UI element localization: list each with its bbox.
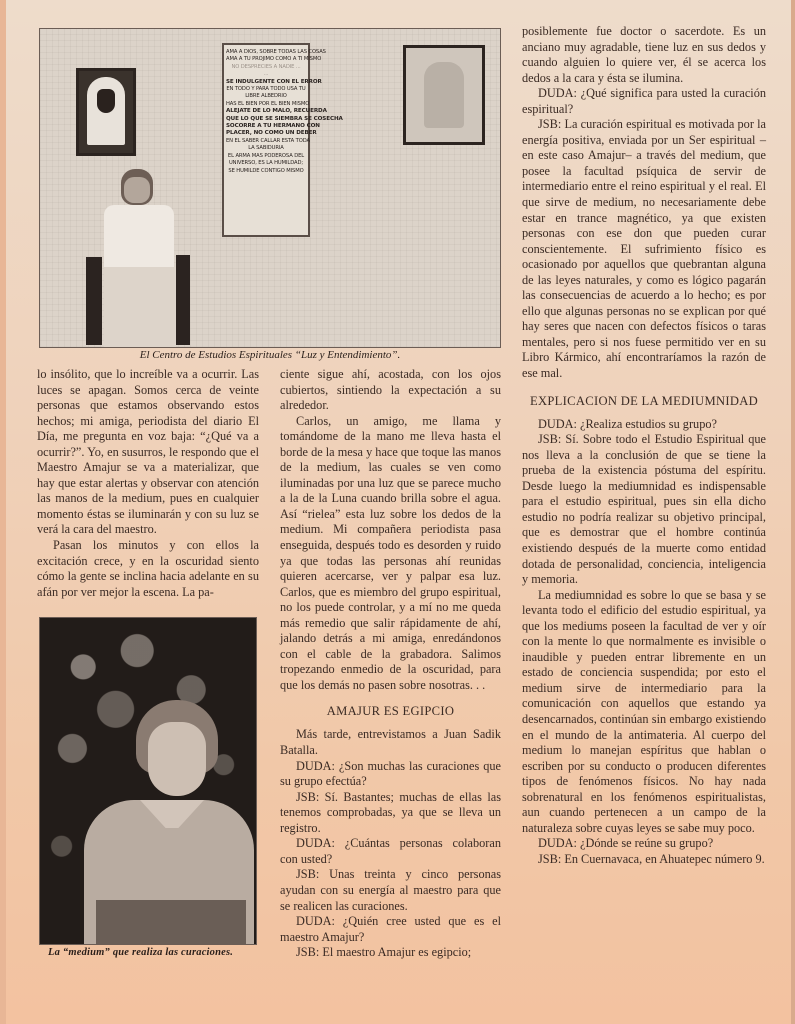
framed-portrait-veiled-figure bbox=[76, 68, 136, 156]
sign-line: SE INDULGENTE CON EL ERROR bbox=[226, 78, 322, 85]
sign-line: PLACER, NO COMO UN DEBER bbox=[226, 130, 317, 137]
paragraph: DUDA: ¿Cuántas personas colaboran con usted? bbox=[280, 836, 501, 866]
paragraph: ciente sigue ahí, acostada, con los ojos cubiertos, sintiendo la expectación a su alrededor. bbox=[280, 367, 501, 413]
sign-line: HAS EL BIEN POR EL BIEN MISMO bbox=[226, 100, 310, 107]
paragraph: JSB: Sí. Sobre todo el Estudio Espiritual que nos lleva a la conclusión de que se tiene la prueba de la existencia póstuma del espíritu. Desde luego la mediumnidad es indispensable para el estudio espiritual, pues sin ella dicho estudio no podría realizar su objetivo principal, que es demostrar que el hombre continúa existiendo después de la muerte como entidad dotada de personalidad, conciencia, inteligencia y memoria. bbox=[522, 432, 766, 587]
wall-sign-maxims bbox=[222, 43, 343, 237]
paragraph: DUDA: ¿Dónde se reúne su grupo? bbox=[538, 836, 714, 851]
paragraph: JSB: La curación espiritual es motivada por la energía positiva, enviada por un Ser espiritual –en este caso Amajur– a través del medium, que posee la facultad psíquica de servir de intermediario entre el reino espiritual y el real. El que sirve de medium, no necesariamente debe estar en trance magnético, ya que existen personas con ese don que pueden curar conscientemente. El sufrimiento físico es ocasionado por aquellos que quebrantan alguna de las leyes naturales, y como es lógico pagarán las consecuencias de acuerdo a lo hecho; es por ello que algunas personas no se explican por qué hay seres que nacen con defectos físicos o taras mentales, pero si nos fuese permitido ver en su Libro Kármico, ahí encontraríamos la razón de ese mal. bbox=[522, 117, 766, 381]
framed-portrait-faded bbox=[403, 45, 485, 145]
paragraph: posiblemente fue doctor o sacerdote. Es un anciano muy agradable, tiene luz en sus dedos y cuando alguien lo quiere ver, él se acerca los dedos a la cara y ésta se ilumina. bbox=[522, 24, 766, 85]
sign-line: EN EL SABER CALLAR ESTA TODA bbox=[226, 137, 310, 144]
sign-line: SOCORRE A TU HERMANO CON bbox=[226, 123, 320, 130]
sign-line: ... bbox=[263, 71, 269, 78]
paragraph: Más tarde, entrevistamos a Juan Sadik Batalla. bbox=[280, 727, 501, 758]
paragraph: DUDA: ¿Qué significa para usted la curación espiritual? bbox=[522, 86, 766, 116]
paragraph: DUDA: ¿Quién cree usted que es el maestro Amajur? bbox=[280, 914, 501, 944]
section-heading: AMAJUR ES EGIPCIO bbox=[326, 704, 455, 719]
standing-man bbox=[86, 169, 186, 347]
sign-line: EL ARMA MAS PODEROSA DEL bbox=[227, 152, 305, 159]
sign-line: NO DESPRECIES A NADIE ... bbox=[231, 63, 301, 70]
photo-spiritual-center bbox=[39, 28, 501, 348]
paragraph: Carlos, un amigo, me llama y tomándome de la mano me lleva hasta el borde de la mesa y hace que toque las manos de la medium, las cuales se ven como iluminadas por una luz que se parece mucho a la de la Luna cuando brilla sobre el agua. Así “rielea” esta luz sobre los dedos de la medium. Mi compañera periodista pasa enseguida, después todo es desorden y ruido ya que todas las personas ahí reunidas quieren acercarse, ver y palpar esa luz. Carlos, que es miembro del grupo espiritual, no los puede controlar, y a mí no me queda más remedio que salir rápidamente de ahí, jalando detrás a mi amiga, enredándonos con el cable de la grabadora. Salimos tropezando enmedio de la oscuridad, para que los demás no pasen sobre nosotras. . . bbox=[280, 413, 501, 692]
paragraph: JSB: El maestro Amajur es egipcio; bbox=[296, 945, 472, 960]
sign-line: LIBRE ALBEDRIO bbox=[245, 93, 287, 100]
paragraph: lo insólito, que lo increíble va a ocurrir. Las luces se apagan. Somos cerca de veinte personas que estamos observando estos hechos; mi amiga, periodista del diario El Día, me pregunta en voz baja: “¿Qué va a ocurrir?”. Yo, en susurros, le respondo que el Maestro Amajur se va a materializar, que hay que estar alertas y observar con atención las manos de la medium, pues en cualquier momento éstas se iluminarán y con su luz se verá la cara del maestro. bbox=[37, 367, 259, 537]
paragraph: DUDA: ¿Son muchas las curaciones que su grupo efectúa? bbox=[280, 758, 501, 789]
sign-line: AMA A DIOS, SOBRE TODAS LAS COSAS bbox=[226, 49, 326, 55]
paragraph: Pasan los minutos y con ellos la excitación crece, y en la oscuridad siento cómo la gente se inclina hacia adelante en su afán por ver mejor la escena. La pa- bbox=[37, 538, 259, 599]
paragraph: DUDA: ¿Realiza estudios su grupo? bbox=[538, 416, 717, 431]
sign-line: UNIVERSO, ES LA HUMILDAD; bbox=[228, 160, 304, 167]
sign-line: ALEJATE DE LO MALO, RECUERDA bbox=[226, 108, 327, 115]
text-column-3 bbox=[522, 24, 766, 867]
section-heading: EXPLICACION DE LA MEDIUMNIDAD bbox=[529, 393, 759, 408]
sign-line: QUE LO QUE SE SIEMBRA SE COSECHA bbox=[226, 115, 343, 122]
paragraph: La mediumnidad es sobre lo que se basa y se levanta todo el edificio del estudio espiritual, ya que los mediums poseen la facultad de ver y oír con la mente lo que normalmente es invisible o inaudible y pueden entrar libremente en un estado de conciencia suspendida; por esto el medium sirve de intermediario para la comunicación con aquellos que estando ya desencarnados, continúan sin embargo existiendo en el mundo de la antimateria. Al cuerpo del medium lo manejan espíritus que hablan o escriben por su conducto o producen diferentes tipos de fenómenos físicos. No hay nada sobrenatural en los fenómenos espiritualistas, aun cuando pertenecen a un campo de la naturaleza sobre cuyas leyes se sabe muy poco. bbox=[522, 587, 766, 835]
sign-line: AMA A TU PROJIMO COMO A TI MISMO bbox=[226, 56, 322, 63]
paragraph: JSB: Unas treinta y cinco personas ayudan con su energía al maestro para que se realicen las curaciones. bbox=[280, 867, 501, 913]
sign-line: LA SABIDURIA bbox=[248, 145, 284, 152]
sign-line: SE HUMILDE CONTIGO MISMO bbox=[228, 167, 304, 174]
page-edge-left bbox=[0, 0, 6, 1024]
sign-line: EN TODO Y PARA TODO USA TU bbox=[226, 86, 306, 93]
photo-medium-woman bbox=[39, 617, 257, 945]
text-column-2 bbox=[280, 367, 501, 961]
photo-caption-bottom: La “medium” que realiza las curaciones. bbox=[48, 947, 234, 958]
paragraph: JSB: Sí. Bastantes; muchas de ellas las tenemos comprobadas, ya que se lleva un registro. bbox=[280, 789, 501, 835]
page-edge-right bbox=[791, 0, 795, 1024]
text-column-1 bbox=[37, 367, 259, 600]
paragraph: JSB: En Cuernavaca, en Ahuatepec número 9. bbox=[538, 851, 765, 866]
photo-caption-top: El Centro de Estudios Espirituales “Luz y Entendimiento”. bbox=[139, 349, 401, 361]
